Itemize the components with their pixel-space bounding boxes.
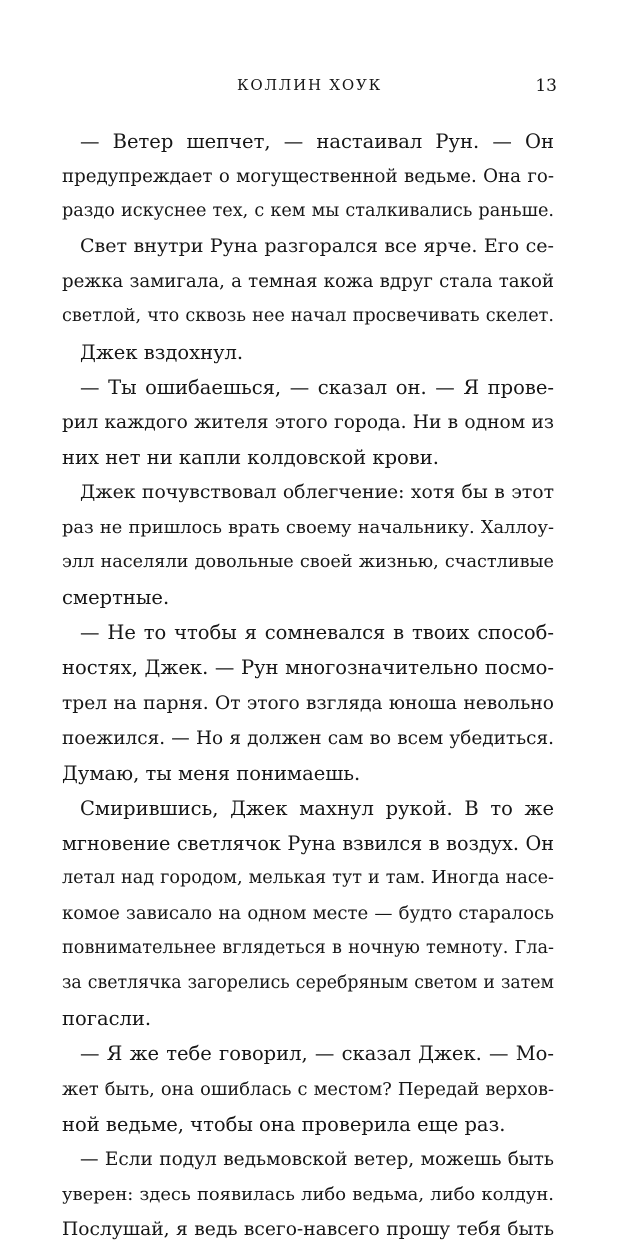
text-line: раз не пришлось врать своему начальнику. Халлоу-	[62, 517, 554, 539]
text-line: Джек почувствовал облегчение: хотя бы в этот	[80, 481, 554, 503]
text-line: смертные.	[62, 586, 170, 610]
text-line: светлой, что сквозь нее начал просвечивать скелет.	[62, 306, 554, 327]
text-line: раздо искуснее тех, с кем мы сталкивались раньше.	[62, 201, 554, 222]
text-line: за светлячка загорелись серебряным светом и затем	[62, 973, 554, 994]
text-line: Послушай, я ведь всего-навсего прошу тебя быть	[62, 1218, 554, 1240]
text-line: Свет внутри Руна разгорался все ярче. Его се-	[80, 235, 554, 258]
text-line: Думаю, ты меня понимаешь.	[62, 761, 361, 785]
text-line: — Если подул ведьмовской ветер, можешь быть	[80, 1148, 554, 1170]
text-line: ной ведьме, чтобы она проверила еще раз.	[62, 1112, 506, 1136]
text-line: — Ты ошибаешься, — сказал он. — Я прове-	[80, 375, 554, 399]
text-line: трел на парня. От этого взгляда юноша невольно	[62, 692, 554, 714]
text-line: Смирившись, Джек махнул рукой. В то же	[80, 796, 554, 820]
text-line: режка замигала, а темная кожа вдруг стала такой	[62, 271, 554, 293]
text-line: рил каждого жителя этого города. Ни в одном из	[62, 411, 554, 433]
text-line: мгновение светлячок Руна взвился в воздух. Он	[62, 831, 554, 855]
text-line: повнимательнее вглядеться в ночную темноту. Гла-	[62, 938, 554, 959]
text-line: комое зависало на одном месте — будто старалось	[62, 903, 554, 925]
text-line: Джек вздохнул.	[80, 340, 244, 364]
text-line: — Ветер шепчет, — настаивал Рун. — Он	[80, 130, 554, 153]
text-line: летал над городом, мелькая тут и там. Иногда насе-	[62, 867, 554, 888]
text-line: жет быть, она ошиблась с местом? Передай верхов-	[62, 1078, 554, 1100]
text-line: ностях, Джек. — Рун многозначительно посмо-	[62, 656, 554, 680]
page-number: 13	[535, 76, 557, 96]
page-header	[62, 76, 557, 104]
text-line: элл населяли довольные своей жизнью, счастливые	[62, 552, 554, 573]
body-text	[62, 124, 554, 1247]
text-line: погасли.	[62, 1007, 152, 1031]
text-line: поежился. — Но я должен сам во всем убедиться.	[62, 727, 554, 749]
text-line: — Я же тебе говорил, — сказал Джек. — Мо-	[80, 1042, 554, 1066]
running-head: КОЛЛИН ХОУК	[236, 76, 383, 94]
text-line: — Не то чтобы я сомневался в твоих способ-	[80, 621, 554, 645]
text-line: уверен: здесь появилась либо ведьма, либо колдун.	[62, 1183, 554, 1205]
text-line: предупреждает о могущественной ведьме. Она го-	[62, 166, 554, 188]
text-line: них нет ни капли колдовской крови.	[62, 445, 439, 469]
